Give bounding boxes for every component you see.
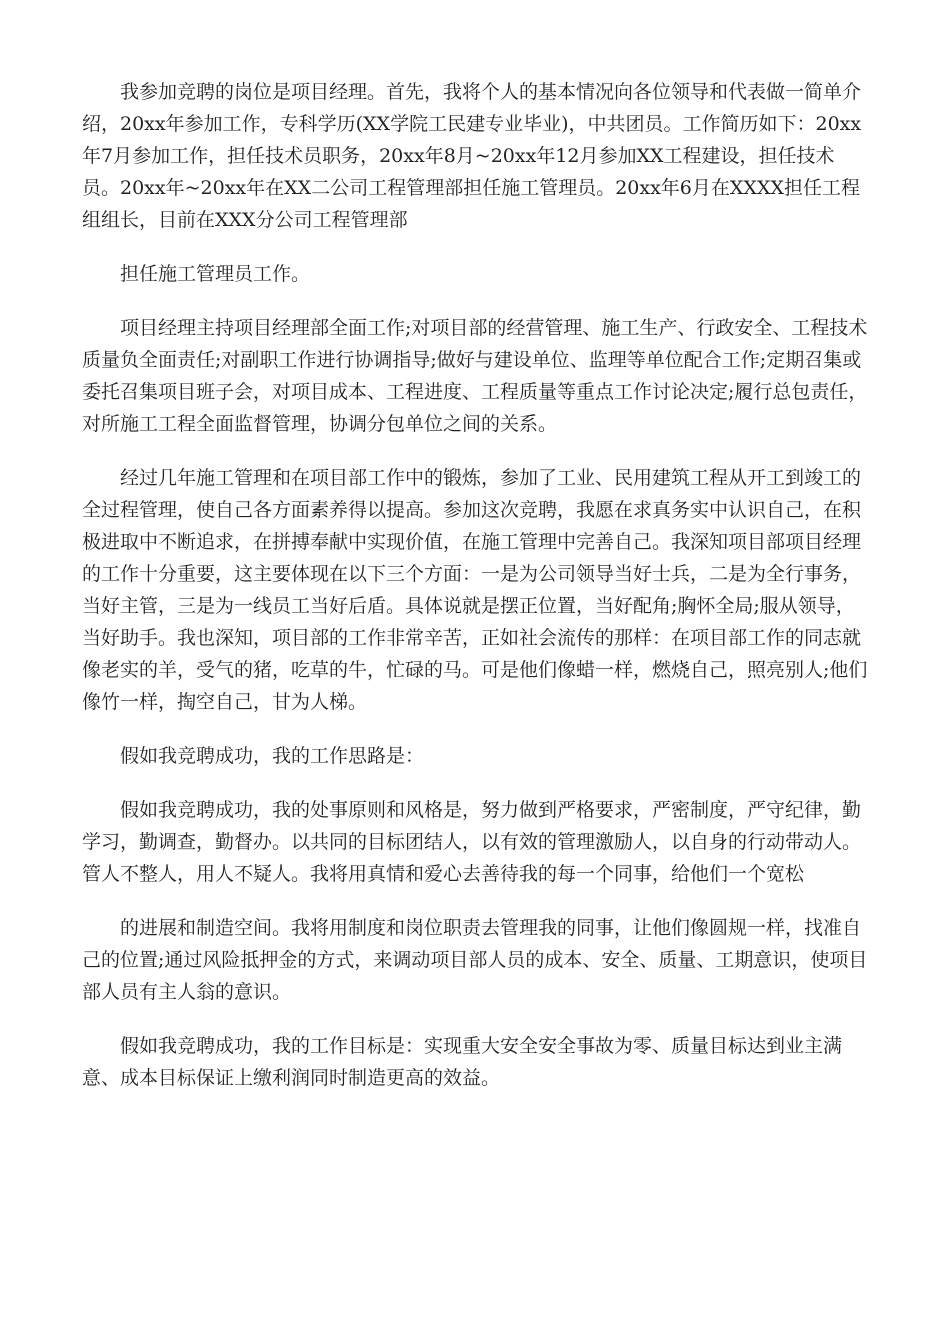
paragraph-responsibilities: 项目经理主持项目经理部全面工作;对项目部的经营管理、施工生产、行政安全、工程技术质量负全面责任;对副职工作进行协调指导;做好与建设单位、监理等单位配合工作;定期召集或委托召集项目班子会，对项目成本、工程进度、工程质量等重点工作讨论决定;履行总包责任，对所施工工程全面监督管理，协调分包单位之间的关系。 (82, 317, 868, 435)
paragraph-work-approach-heading: 假如我竞聘成功，我的工作思路是： (120, 745, 425, 767)
document-body (82, 76, 872, 1116)
paragraph-principles: 假如我竞聘成功，我的处事原则和风格是，努力做到严格要求，严密制度，严守纪律，勤学习，勤调查，勤督办。以共同的目标团结人，以有效的管理激励人，以自身的行动带动人。管人不整人，用人不疑人。我将用真情和爱心去善待我的每一个同事，给他们一个宽松 (82, 799, 862, 885)
paragraph-intro: 我参加竞聘的岗位是项目经理。首先，我将个人的基本情况向各位领导和代表做一简单介绍，20xx年参加工作，专科学历(XX学院工民建专业毕业)，中共团员。工作简历如下：20xx年7月参加工作，担任技术员职务，20xx年8月~20xx年12月参加XX工程建设，担任技术员。20xx年~20xx年在XX二公司工程管理部担任施工管理员。20xx年6月在XXXX担任工程组组长，目前在XXX分公司工程管理部 (82, 81, 862, 231)
paragraph-current-role: 担任施工管理员工作。 (120, 263, 311, 285)
paragraph-goals: 假如我竞聘成功，我的工作目标是：实现重大安全安全事故为零、质量目标达到业主满意、成本目标保证上缴利润同时制造更高的效益。 (82, 1035, 843, 1089)
paragraph-management: 的进展和制造空间。我将用制度和岗位职责去管理我的同事，让他们像圆规一样，找准自己的位置;通过风险抵押金的方式，来调动项目部人员的成本、安全、质量、工期意识，使项目部人员有主人翁的意识。 (82, 917, 868, 1003)
paragraph-experience: 经过几年施工管理和在项目部工作中的锻炼，参加了工业、民用建筑工程从开工到竣工的全过程管理，使自己各方面素养得以提高。参加这次竞聘，我愿在求真务实中认识自己，在积极进取中不断追求，在拼搏奉献中实现价值，在施工管理中完善自己。我深知项目部项目经理的工作十分重要，这主要体现在以下三个方面：一是为公司领导当好士兵，二是为全行事务，当好主管，三是为一线员工当好后盾。具体说就是摆正位置，当好配角;胸怀全局;服从领导，当好助手。我也深知，项目部的工作非常辛苦，正如社会流传的那样：在项目部工作的同志就像老实的羊，受气的猪，吃草的牛，忙碌的马。可是他们像蜡一样，燃烧自己，照亮别人;他们像竹一样，掏空自己，甘为人梯。 (82, 467, 868, 713)
